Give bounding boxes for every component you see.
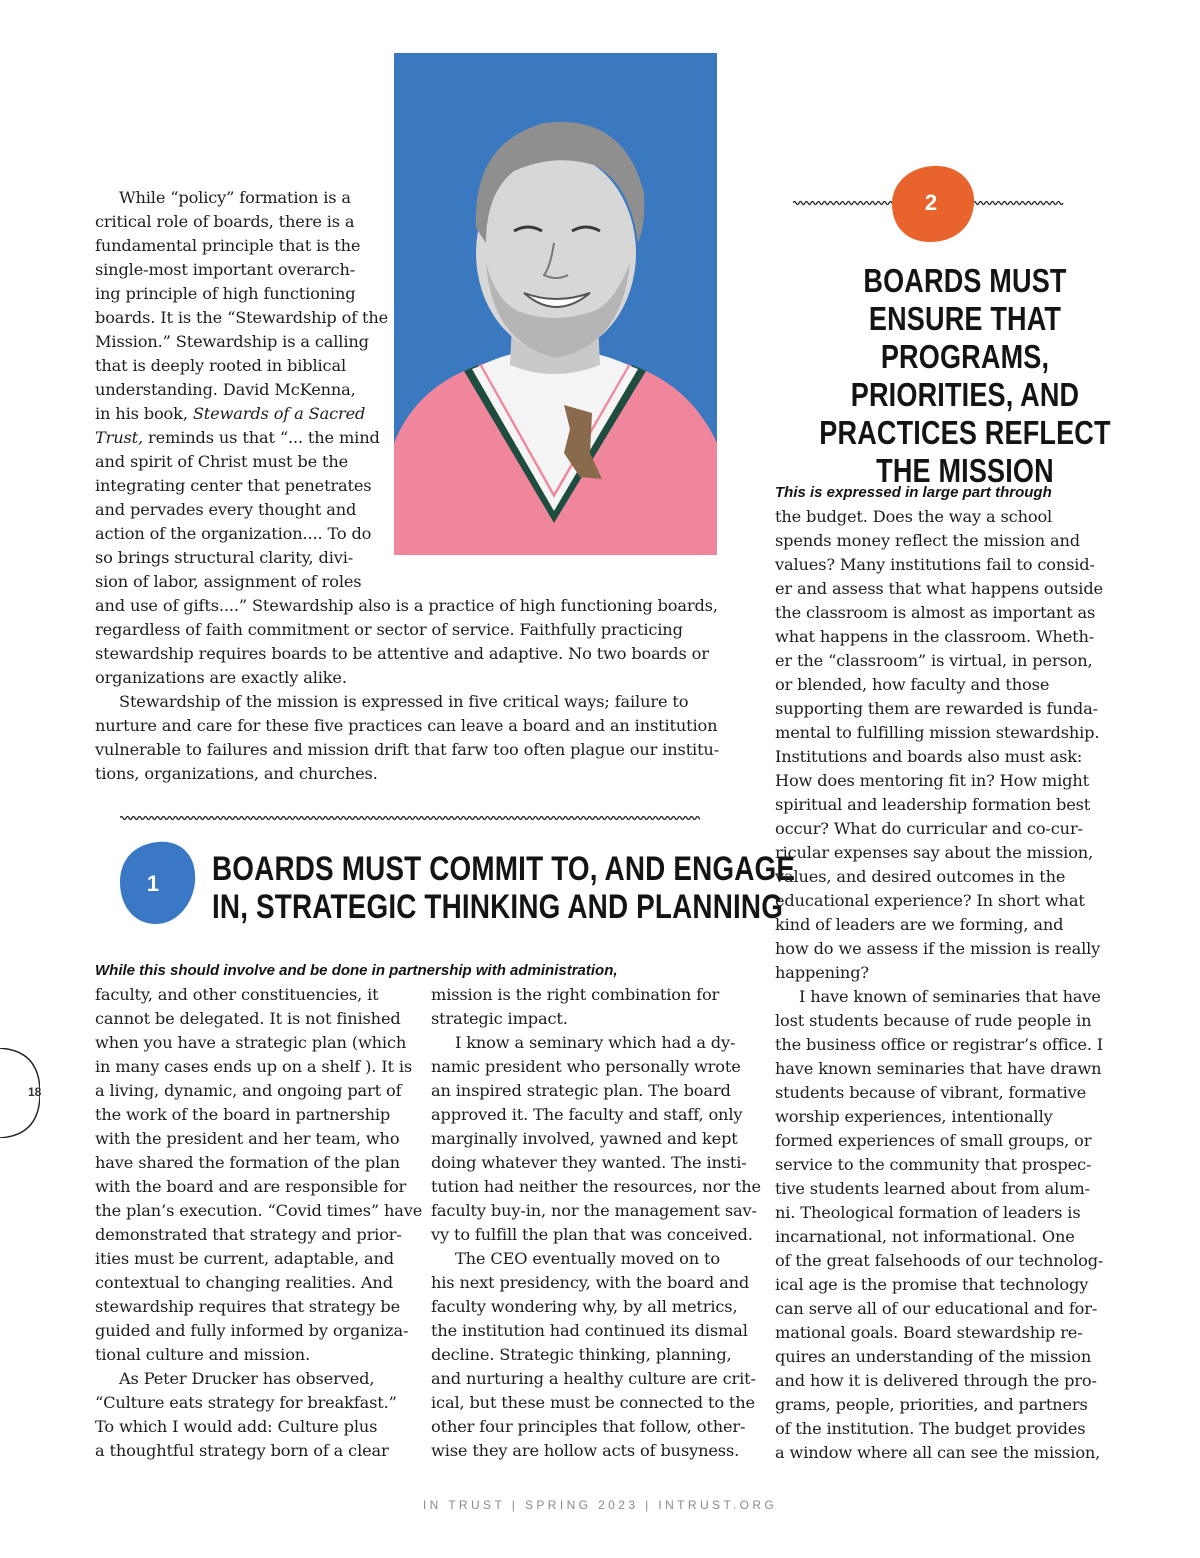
section-2-heading-line-5: THE MISSION [876, 452, 1054, 489]
portrait-illustration [394, 53, 717, 555]
text-line: of the institution. The budget provides [775, 1419, 1086, 1438]
text-line: the plan’s execution. “Covid times” have [95, 1201, 423, 1220]
text-line: nurture and care for these five practices can leave a board and an institution [95, 716, 718, 735]
text-line: or blended, how faculty and those [775, 675, 1050, 694]
text-line: the institution had continued its dismal [431, 1321, 748, 1340]
text-line: values? Many institutions fail to consid- [775, 555, 1095, 574]
text-line: and pervades every thought and [95, 500, 357, 519]
intro-paragraph-1-continued [95, 594, 718, 690]
section-1-col1-paragraph-2 [95, 1367, 415, 1463]
text-line: tive students learned about from alum- [775, 1179, 1090, 1198]
text-line: mental to fulfilling mission stewardship. [775, 723, 1100, 742]
text-line: happening? [775, 963, 869, 982]
text-line: ities must be current, adaptable, and [95, 1249, 394, 1268]
section-1-heading-line-2: IN, STRATEGIC THINKING AND PLANNING [212, 888, 784, 926]
text-line: faculty wondering why, by all metrics, [431, 1297, 738, 1316]
text-line: As Peter Drucker has observed, [119, 1369, 375, 1388]
text-line: the classroom is almost as important as [775, 603, 1096, 622]
text-line: mational goals. Board stewardship re- [775, 1323, 1083, 1342]
section-1-col2-paragraph-1 [431, 983, 751, 1031]
text-line: how do we assess if the mission is really [775, 939, 1101, 958]
text-line: the budget. Does the way a school [775, 507, 1053, 526]
section-1-col2-paragraph-2 [431, 1031, 761, 1247]
text-line: his next presidency, with the board and [431, 1273, 750, 1292]
text-line: when you have a strategic plan (which [95, 1033, 407, 1052]
section-1-heading-line-1: BOARDS MUST COMMIT TO, AND ENGAGE [212, 850, 796, 888]
section-2-paragraph-1 [775, 505, 1103, 985]
section-1-lead: While this should involve and be done in partnership with administration, [95, 962, 618, 979]
section-2-heading-line-2: ENSURE THAT PROGRAMS, [868, 300, 1062, 375]
text-line: have known seminaries that have drawn [775, 1059, 1102, 1078]
text-line: vy to fulfill the plan that was conceived. [431, 1225, 753, 1244]
text-line: educational experience? In short what [775, 891, 1085, 910]
text-line: The CEO eventually moved on to [455, 1249, 720, 1268]
text-line: Stewardship of the mission is expressed in five critical ways; failure to [119, 692, 689, 711]
text-line: students because of vibrant, formative [775, 1083, 1087, 1102]
text-line: demonstrated that strategy and prior- [95, 1225, 402, 1244]
text-line: values, and desired outcomes in the [775, 867, 1066, 886]
text-line: mission is the right combination for [431, 985, 720, 1004]
text-line: spiritual and leadership formation best [775, 795, 1091, 814]
text-line: supporting them are rewarded is funda- [775, 699, 1098, 718]
text-line: organizations are exactly alike. [95, 668, 347, 687]
text-line: grams, people, priorities, and partners [775, 1395, 1088, 1414]
section-1-col2-paragraph-3 [431, 1247, 756, 1463]
text-line: a window where all can see the mission, [775, 1443, 1101, 1462]
text-line: in many cases ends up on a shelf ). It is [95, 1057, 412, 1076]
book-title: Stewards of a Sacred [192, 404, 366, 423]
section-1-heading [212, 850, 795, 926]
text-line: How does mentoring fit in? How might [775, 771, 1089, 790]
footer: IN TRUST | SPRING 2023 | INTRUST.ORG [422, 1498, 778, 1512]
text-line: occur? What do curricular and co-cur- [775, 819, 1083, 838]
section-2-lead: This is expressed in large part through [775, 484, 1052, 501]
intro-paragraph-2 [95, 690, 720, 786]
wavy-divider-1 [120, 813, 700, 823]
text-line: I have known of seminaries that have [799, 987, 1101, 1006]
section-2-number: 2 [924, 190, 938, 215]
text-line: have shared the formation of the plan [95, 1153, 400, 1172]
text-line: can serve all of our educational and for- [775, 1299, 1098, 1318]
text-line: ical, but these must be connected to the [431, 1393, 755, 1412]
text-line: an inspired strategic plan. The board [431, 1081, 731, 1100]
text-line: sion of labor, assignment of roles [95, 572, 362, 591]
text-line: worship experiences, intentionally [775, 1107, 1053, 1126]
text-line: contextual to changing realities. And [95, 1273, 393, 1292]
text-line: regardless of faith commitment or sector of service. Faithfully practicing [95, 620, 683, 639]
text-line: boards. It is the “Stewardship of the [95, 308, 389, 327]
text-line: To which I would add: Culture plus [95, 1417, 378, 1436]
text-line: action of the organization.... To do [95, 524, 372, 543]
text-line: wise they are hollow acts of busyness. [431, 1441, 740, 1460]
text-line: stewardship requires boards to be attentive and adaptive. No two boards or [95, 644, 709, 663]
text-line: what happens in the classroom. Wheth- [775, 627, 1095, 646]
section-2-heading-line-1: BOARDS MUST [863, 262, 1067, 299]
text-line: guided and fully informed by organiza- [95, 1321, 409, 1340]
text-line: so brings structural clarity, divi- [95, 548, 354, 567]
text-line: er the “classroom” is virtual, in person, [775, 651, 1093, 670]
section-2-heading-line-4: PRACTICES REFLECT [819, 414, 1111, 451]
text-line: formed experiences of small groups, or [775, 1131, 1092, 1150]
text-line: ni. Theological formation of leaders is [775, 1203, 1081, 1222]
text-line: doing whatever they wanted. The insti- [431, 1153, 747, 1172]
text-line: kind of leaders are we forming, and [775, 915, 1064, 934]
text-line: a thoughtful strategy born of a clear [95, 1441, 389, 1460]
text-line: Trust, reminds us that “... the mind [95, 428, 380, 447]
text-line: er and assess that what happens outside [775, 579, 1103, 598]
text-line: and nurturing a healthy culture are crit- [431, 1369, 756, 1388]
text-line: critical role of boards, there is a [95, 212, 355, 231]
text-line: lost students because of rude people in [775, 1011, 1092, 1030]
text-line: other four principles that follow, other- [431, 1417, 746, 1436]
text-line: in his book, Stewards of a Sacred [95, 404, 366, 423]
text-line: tution had neither the resources, nor the [431, 1177, 761, 1196]
text-line: tional culture and mission. [95, 1345, 311, 1364]
text-line: and spirit of Christ must be the [95, 452, 349, 471]
intro-wide-text [95, 594, 720, 786]
text-line: with the board and are responsible for [95, 1177, 407, 1196]
section-2-column [775, 505, 1104, 1465]
intro-paragraph-1 [95, 186, 389, 594]
section-1-number: 1 [146, 871, 160, 896]
text-line: a living, dynamic, and ongoing part of [95, 1081, 402, 1100]
section-2-paragraph-2 [775, 985, 1104, 1465]
section-2-heading-line-3: PRIORITIES, AND [850, 376, 1080, 413]
text-line: understanding. David McKenna, [95, 380, 356, 399]
section-2-heading [813, 262, 1116, 490]
text-line: ricular expenses say about the mission, [775, 843, 1094, 862]
text-line: “Culture eats strategy for breakfast.” [95, 1393, 397, 1412]
text-line: fundamental principle that is the [95, 236, 361, 255]
text-line: spends money reflect the mission and [775, 531, 1080, 550]
text-line: cannot be delegated. It is not finished [95, 1009, 401, 1028]
section-1-column-1 [95, 983, 423, 1463]
text-line: While “policy” formation is a [119, 188, 351, 207]
text-line: the work of the board in partnership [95, 1105, 391, 1124]
text-line: ical age is the promise that technology [775, 1275, 1089, 1294]
text-line: incarnational, not informational. One [775, 1227, 1075, 1246]
section-1-column-2 [431, 983, 761, 1463]
text-line: Mission.” Stewardship is a calling [95, 332, 369, 351]
portrait-svg [394, 53, 717, 555]
text-line: of the great falsehoods of our technolog- [775, 1251, 1104, 1270]
text-line: decline. Strategic thinking, planning, [431, 1345, 732, 1364]
text-line: faculty buy-in, nor the management sav- [431, 1201, 757, 1220]
text-line: namic president who personally wrote [431, 1057, 741, 1076]
text-line: and use of gifts....” Stewardship also is a practice of high functioning boards, [95, 596, 718, 615]
text-line: marginally involved, yawned and kept [431, 1129, 738, 1148]
text-line: service to the community that prospec- [775, 1155, 1092, 1174]
text-line: single-most important overarch- [95, 260, 356, 279]
text-line: Institutions and boards also must ask: [775, 747, 1083, 766]
text-line: vulnerable to failures and mission drift that farw too often plague our institu- [95, 740, 720, 759]
intro-narrow-text [95, 186, 389, 594]
text-line: that is deeply rooted in biblical [95, 356, 346, 375]
text-line: tions, organizations, and churches. [95, 764, 378, 783]
text-line: and how it is delivered through the pro- [775, 1371, 1097, 1390]
page-number: 18 [28, 1085, 42, 1099]
text-line: the business office or registrar’s office. I [775, 1035, 1104, 1054]
text-line: with the president and her team, who [95, 1129, 400, 1148]
text-line: approved it. The faculty and staff, only [431, 1105, 743, 1124]
text-line: faculty, and other constituencies, it [95, 985, 379, 1004]
text-line: quires an understanding of the mission [775, 1347, 1092, 1366]
text-line: strategic impact. [431, 1009, 568, 1028]
text-line: ing principle of high functioning [95, 284, 356, 303]
text-line: stewardship requires that strategy be [95, 1297, 401, 1316]
text-line: integrating center that penetrates [95, 476, 372, 495]
section-1-col1-paragraph-1 [95, 983, 423, 1367]
text-line: I know a seminary which had a dy- [455, 1033, 736, 1052]
